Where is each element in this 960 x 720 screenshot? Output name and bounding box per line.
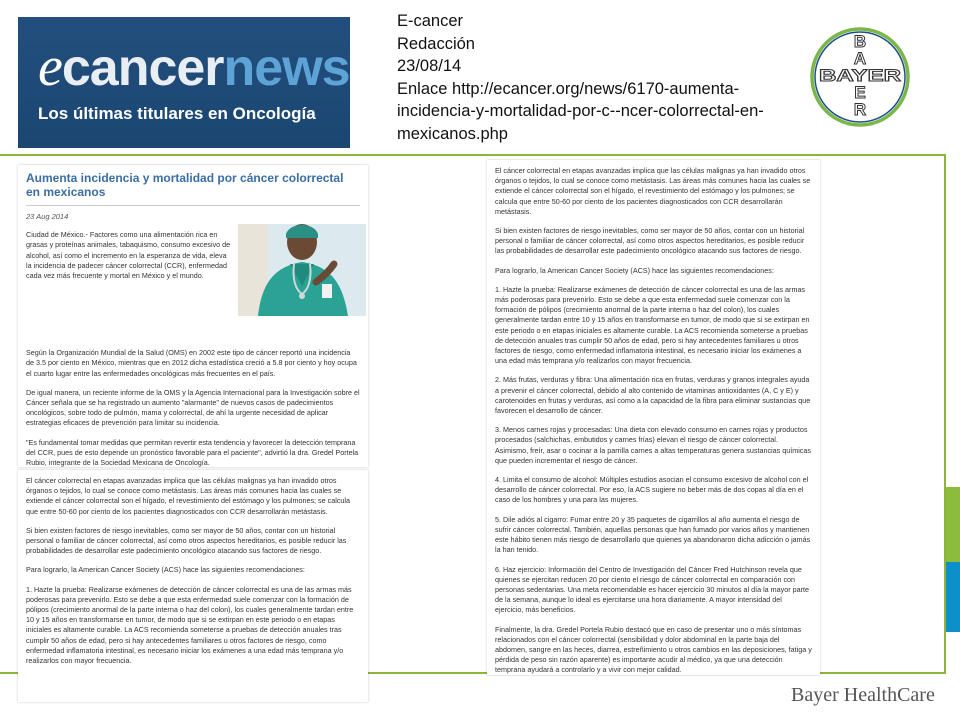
article-clipping — [18, 165, 368, 467]
meta-date: 23/08/14 — [397, 57, 462, 75]
recommendation-item: 2. Más frutas, verduras y fibra: Una alimentación rica en frutas, verduras y granos integrales ayuda a prevenir el cáncer colorrectal, debido al alto contenido de vitaminas antioxidantes (A, C y E) y carotenoides en frutas y verduras, así como a la capacidad de la fibra para eliminar sustancias que favorecen el desarrollo de cáncer. — [495, 375, 811, 416]
recommendation-item: 4. Limita el consumo de alcohol: Múltiples estudios asocian el consumo excesivo de alcohol con el desarrollo de cáncer colorrectal. Por eso, la ACS sugiere no beber más de dos copas al día en el caso de los hombres y una para las mujeres. — [495, 475, 809, 505]
article-paragraph: Si bien existen factores de riesgo inevitables, como ser mayor de 50 años, contar con un historial personal o familiar de cáncer colorrectal, así como otros aspectos hereditarios, es posible reducir las probabilidades de desarrollar este padecimiento oncológico atacando sus factores de riesgo. — [495, 226, 805, 256]
meta-link[interactable]: Enlace http://ecancer.org/news/6170-aumenta-incidencia-y-mortalidad-por-c--ncer-colorrectal-en-mexicanos.php — [397, 79, 764, 143]
article-date: 23 Aug 2014 — [26, 205, 360, 222]
side-accent-blue — [946, 562, 960, 632]
article-paragraph: Para lograrlo, la American Cancer Society (ACS) hace las siguientes recomendaciones: — [495, 265, 774, 275]
article-title: Aumenta incidencia y mortalidad por cáncer colorrectal en mexicanos — [26, 171, 344, 199]
recommendation-item: 5. Dile adiós al cigarro: Fumar entre 20 y 35 paquetes de cigarrillos al año aumenta el riesgo de sufrir cáncer colorrectal. También, aquellas personas que han fumado por varios años y mantienen este hábito tienen más riesgo de desarrollarlo que quienes ya abandonaron dicha adicción o jamás la han tenido. — [495, 514, 811, 555]
logo-wordmark — [38, 36, 350, 98]
logo-cancer: cancer — [61, 39, 224, 97]
bayer-letter-e: E — [854, 83, 866, 102]
bayer-letter-b: B — [853, 32, 867, 51]
side-accent-green — [946, 487, 960, 562]
bayer-letter-a: A — [853, 49, 867, 68]
meta-author: Redacción — [397, 34, 475, 53]
article-paragraph: El cáncer colorrectal en etapas avanzadas implica que las células malignas ya han invadido otros órganos o tejidos, lo cual se conoce como metástasis. Las áreas más comunes hacia las cuales se extiende el cáncer colorrectal son el hígado, el revestimiento del estómago y los pulmones; se calcula que entre 50-60 por ciento de los pacientes diagnosticados con CCR desarrollarán metástasis. — [495, 166, 811, 216]
article-paragraph: 1. Hazte la prueba: Realizarse exámenes de detección de cáncer colorrectal es una de las armas más poderosas para prevenirlo. Esto se debe a que esta enfermedad suele comenzar con la formación de pólipos (crecimiento anormal de la parte interna o haz del colon), los cuales generalmente tardan entre 10 y 15 años en transformarse en tumor, de modo que si se extirpan en este periodo o en etapas iniciales es altamente curable. La ACS recomienda someterse a pruebas de detección anuales tras cumplir 50 años de edad, pero si hay antecedentes familiares u otros factores de riesgo, como enfermedad inflamatoria intestinal, es necesario iniciar los exámenes a una edad más temprana y/o realizarlos con mayor frecuencia. — [26, 584, 354, 666]
article-paragraph: Si bien existen factores de riesgo inevitables, como ser mayor de 50 años, contar con un historial personal o familiar de cáncer colorrectal, así como otros aspectos hereditarios, es posible reducir las probabilidades de desarrollar este padecimiento oncológico atacando sus factores de riesgo. — [26, 525, 347, 556]
logo-news: news — [223, 39, 350, 97]
article-intro: Ciudad de México.- Factores como una alimentación rica en grasas y proteínas animales, tabaquismo, consumo excesivo de alcohol, así como el incremento en la esperanza de vida, eleva la incidencia de padecer cáncer colorrectal (CCR), enfermedad cada vez más frecuente y mortal en México y el mundo. — [26, 230, 231, 281]
meta-source: E-cancer — [397, 12, 464, 30]
recommendation-item: 3. Menos carnes rojas y procesadas: Una dieta con elevado consumo en carnes rojas y productos procesados (salchichas, embutidos y carnes frías) elevan el riesgo de cáncer colorrectal. Asimismo, freír, asar o cocinar a la parrilla carnes a altas temperaturas genera sustancias químicas que pueden incrementar el riesgo de cáncer. — [495, 425, 811, 465]
frame-top-line — [0, 154, 946, 156]
ecancer-news-logo — [18, 17, 350, 148]
article-continuation-clipping — [18, 470, 368, 702]
article-paragraph: El cáncer colorrectal en etapas avanzadas implica que las células malignas ya han invadido otros órganos o tejidos, lo cual se conoce como metástasis. Las áreas más comunes hacia las cuales se extiende el cáncer colorrectal son el hígado, el revestimiento del estómago y los pulmones; se calcula que entre 50-60 por ciento de los pacientes diagnosticados con CCR desarrollarán metástasis. — [26, 476, 351, 516]
logo-e: e — [38, 36, 62, 98]
bayer-letter-r: R — [853, 100, 867, 119]
bayer-horizontal: BAYER — [819, 66, 901, 85]
recommendation-item: 1. Hazte la prueba: Realizarse exámenes de detección de cáncer colorrectal es una de las armas más poderosas para prevenirlo. Esto se debe a que esta enfermedad suele comenzar con la formación de pólipos (crecimiento anormal de la parte interna o haz del colon), los cuales generalmente tardan entre 10 y 15 años en transformarse en tumor, de modo que si se extirpan en este periodo o en etapas iniciales es altamente curable. La ACS recomienda someterse a pruebas de detección anuales tras cumplir 50 años de edad, pero si hay antecedentes familiares u otros factores de riesgo, como enfermedad inflamatoria intestinal, es necesario iniciar los exámenes a una edad más temprana y/o realizarlos con mayor frecuencia. — [495, 284, 810, 366]
bayer-healthcare-wordmark: Bayer HealthCare — [791, 684, 935, 706]
article-paragraph: Finalmente, la dra. Gredel Portela Rubio destacó que en caso de presentar uno o más síntomas relacionados con el cáncer colorrectal (sensibilidad y dolor abdominal en la parte baja del abdomen, sangre en las heces, diarrea, estreñimiento u otros cambios en las deposiciones, fatiga y pérdida de peso sin razón aparente) es importante acudir al médico, ya que una detección temprana ayudará a controlarlo y a vivir con mejor calidad. — [495, 624, 812, 675]
logo-tagline: Los últimas titulares en Oncología — [38, 104, 316, 123]
article-paragraph: De igual manera, un reciente informe de la OMS y la Agencia Internacional para la Investigación sobre el Cáncer señala que se ha registrado un aumento "alarmante" de nuevos casos de padecimientos oncológicos, sobre todo de pulmón, mama y colorrectal, de ahí la urgente necesidad de aplicar estrategias eficaces de prevención para limitar su incidencia. — [26, 387, 360, 428]
article-paragraph: Para lograrlo, la American Cancer Society (ACS) hace las siguientes recomendaciones: — [26, 565, 305, 575]
article-recommendations-clipping — [487, 160, 820, 675]
bayer-cross-logo — [809, 26, 911, 128]
article-paragraph: Según la Organización Mundial de la Salud (OMS) en 2002 este tipo de cáncer reportó una incidencia de 3.5 por ciento en México, mientras que en 2012 dicha estadística creció a 5.8 por ciento y hoy ocupa el cuarto lugar entre las enfermedades oncológicas más frecuentes en el país. — [26, 348, 357, 378]
article-paragraph: "Es fundamental tomar medidas que permitan revertir esta tendencia y favorecer la detección temprana del CCR, pues de esto depende un pronóstico favorable para el paciente", advirtió la dra. Gredel Portela Rubio, integrante de la Sociedad Mexicana de Oncología. — [26, 437, 359, 467]
recommendation-item: 6. Haz ejercicio: Información del Centro de Investigación del Cáncer Fred Hutchinson revela que quienes se ejercitan reducen 20 por ciento el riesgo de cáncer colorrectal en comparación con personas sedentarias. Una meta recomendable es hacer ejercicio 30 minutos al día la mayor parte de la semana, aunque lo ideal es ejercitarse una hora diariamente. A mayor intensidad del ejercicio, más beneficios. — [495, 564, 810, 615]
source-metadata — [397, 10, 817, 145]
doctor-photo — [238, 224, 366, 316]
